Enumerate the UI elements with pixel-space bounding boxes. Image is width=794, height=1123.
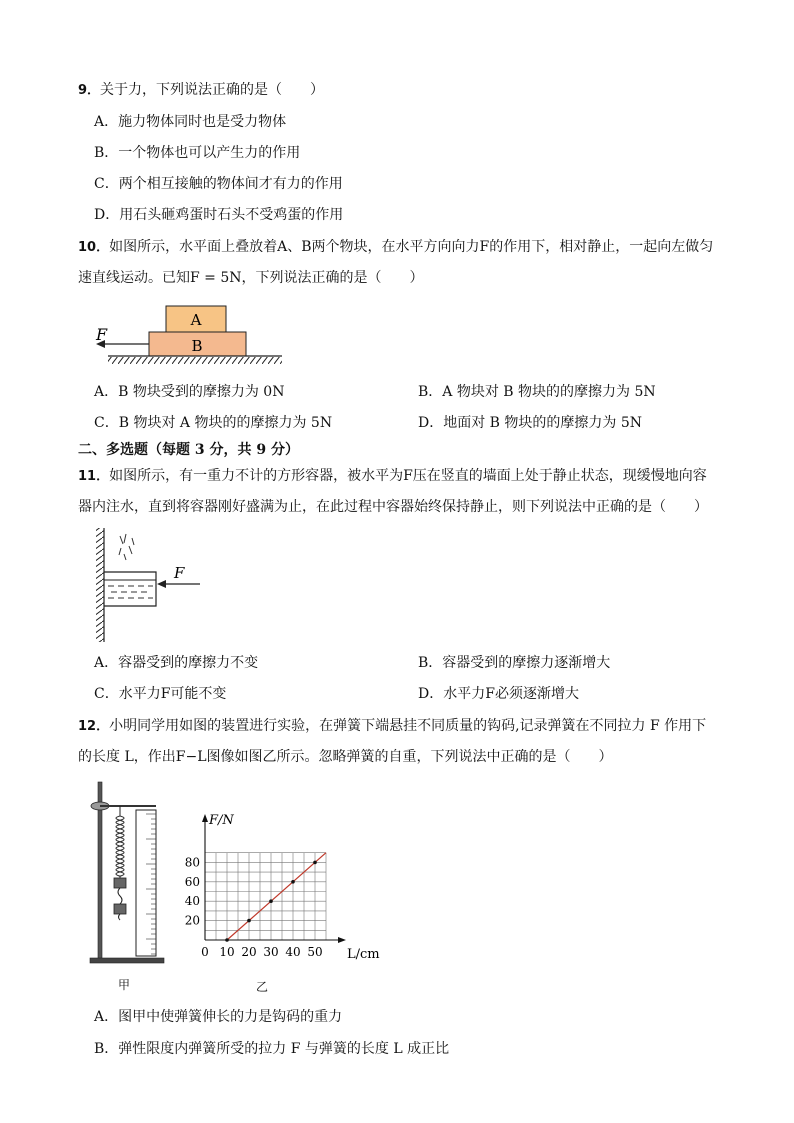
x-tick-label: 0 xyxy=(201,945,209,959)
q11-number: 11． xyxy=(78,469,110,484)
series-line xyxy=(227,853,326,940)
q11-option-a: A．容器受到的摩擦力不变 xyxy=(94,655,259,671)
q10-stem-1: 如图所示，水平面上叠放着A、B两个物块，在水平方向向力F的作用下，相对静止，一起向左做匀 xyxy=(109,239,714,255)
q9-stem-line xyxy=(78,80,324,101)
data-point xyxy=(269,899,273,903)
x-tick-label: 10 xyxy=(219,945,235,959)
chart-grid xyxy=(205,853,326,940)
x-tick-label: 40 xyxy=(285,945,301,959)
data-point xyxy=(247,919,251,923)
q11-stem-line1 xyxy=(78,466,707,487)
q12-option-b: B．弹性限度内弹簧所受的拉力 F 与弹簧的长度 L 成正比 xyxy=(94,1041,450,1057)
q12-stem-1: 小明同学用如图的装置进行实验，在弹簧下端悬挂不同质量的钩码,记录弹簧在不同拉力 F 作用下 xyxy=(109,718,707,734)
q11-stem-1: 如图所示，有一重力不计的方形容器，被水平为F压在竖直的墙面上处于静止状态，现缓慢地向容 xyxy=(109,468,707,484)
q11-option-b: B．容器受到的摩擦力逐渐增大 xyxy=(418,655,611,671)
q10-option-a: A．B 物块受到的摩擦力为 0N xyxy=(94,384,285,400)
data-point xyxy=(225,938,229,942)
chart-axes xyxy=(202,814,346,943)
data-point xyxy=(313,861,317,865)
q9-option-c: C．两个相互接触的物体间才有力的作用 xyxy=(94,176,343,192)
hook-weight-2 xyxy=(114,904,126,914)
q10-option-d: D．地面对 B 物块的的摩擦力为 5N xyxy=(418,415,643,431)
ground-hatch xyxy=(108,357,282,364)
chart-series-line xyxy=(227,853,326,940)
chart-y-axis-label: F/N xyxy=(209,813,234,828)
q9-stem: 关于力，下列说法正确的是（ ） xyxy=(100,82,325,98)
figure-label-jia: 甲 xyxy=(118,978,131,992)
q12-number: 12． xyxy=(78,719,110,734)
weight-hook xyxy=(118,888,122,904)
q12-figure-fl-chart xyxy=(180,808,380,968)
x-tick-label: 30 xyxy=(263,945,279,959)
q12-stem-2: 的长度 L，作出F−L图像如图乙所示。忽略弹簧的自重，下列说法中正确的是（ ） xyxy=(78,749,613,765)
q11-option-c: C．水平力F可能不变 xyxy=(94,686,227,702)
section-title-multiple-choice: 二、多选题（每题 3 分，共 9 分） xyxy=(78,442,299,458)
container-outline xyxy=(104,572,156,606)
q11-option-d: D．水平力F必须逐渐增大 xyxy=(418,686,579,702)
wall-hatch xyxy=(96,528,104,642)
figure-label-yi: 乙 xyxy=(256,980,269,994)
q10-option-c: C．B 物块对 A 物块的的摩擦力为 5N xyxy=(94,415,333,431)
y-tick-label: 40 xyxy=(184,894,200,909)
q10-stem-2: 速直线运动。已知F = 5N，下列说法正确的是（ ） xyxy=(78,270,424,286)
q9-number: 9． xyxy=(78,83,101,98)
y-tick-label: 60 xyxy=(184,874,200,889)
q10-stem-line1 xyxy=(78,237,713,258)
force-arrow-head xyxy=(157,580,166,588)
q11-figure-container xyxy=(94,526,206,646)
x-tick-label: 20 xyxy=(241,945,257,959)
water-dashes xyxy=(108,586,153,598)
chart-x-axis-label: L/cm xyxy=(347,947,380,962)
force-label: F xyxy=(96,325,108,344)
q12-option-a: A．图甲中使弹簧伸长的力是钩码的重力 xyxy=(94,1009,343,1025)
x-tick-label: 50 xyxy=(307,945,323,959)
weight-hook-bottom xyxy=(119,914,121,920)
q10-figure-blocks xyxy=(94,300,286,368)
hook-weight-1 xyxy=(114,878,126,888)
q10-number: 10． xyxy=(78,240,110,255)
q9-option-a: A．施力物体同时也是受力物体 xyxy=(94,114,287,130)
q12-stem-line1 xyxy=(78,716,706,737)
y-tick-label: 20 xyxy=(184,913,200,928)
spring-coils xyxy=(116,816,124,878)
stand-base xyxy=(90,958,164,963)
q9-option-d: D．用石头砸鸡蛋时石头不受鸡蛋的作用 xyxy=(94,207,344,223)
force-label: F xyxy=(174,564,185,582)
block-b-label: B xyxy=(191,337,203,355)
block-a-label: A xyxy=(190,311,202,329)
water-drops xyxy=(119,534,134,560)
y-tick-label: 80 xyxy=(184,855,200,870)
q10-option-b: B．A 物块对 B 物块的的摩擦力为 5N xyxy=(418,384,656,400)
y-axis-arrow xyxy=(202,814,208,822)
q11-stem-2: 器内注水，直到将容器刚好盛满为止，在此过程中容器始终保持静止，则下列说法中正确的是（ ） xyxy=(78,499,708,515)
data-point xyxy=(291,880,295,884)
q9-option-b: B．一个物体也可以产生力的作用 xyxy=(94,145,301,161)
q12-figure-spring-stand xyxy=(84,778,176,996)
x-axis-arrow xyxy=(338,937,346,943)
